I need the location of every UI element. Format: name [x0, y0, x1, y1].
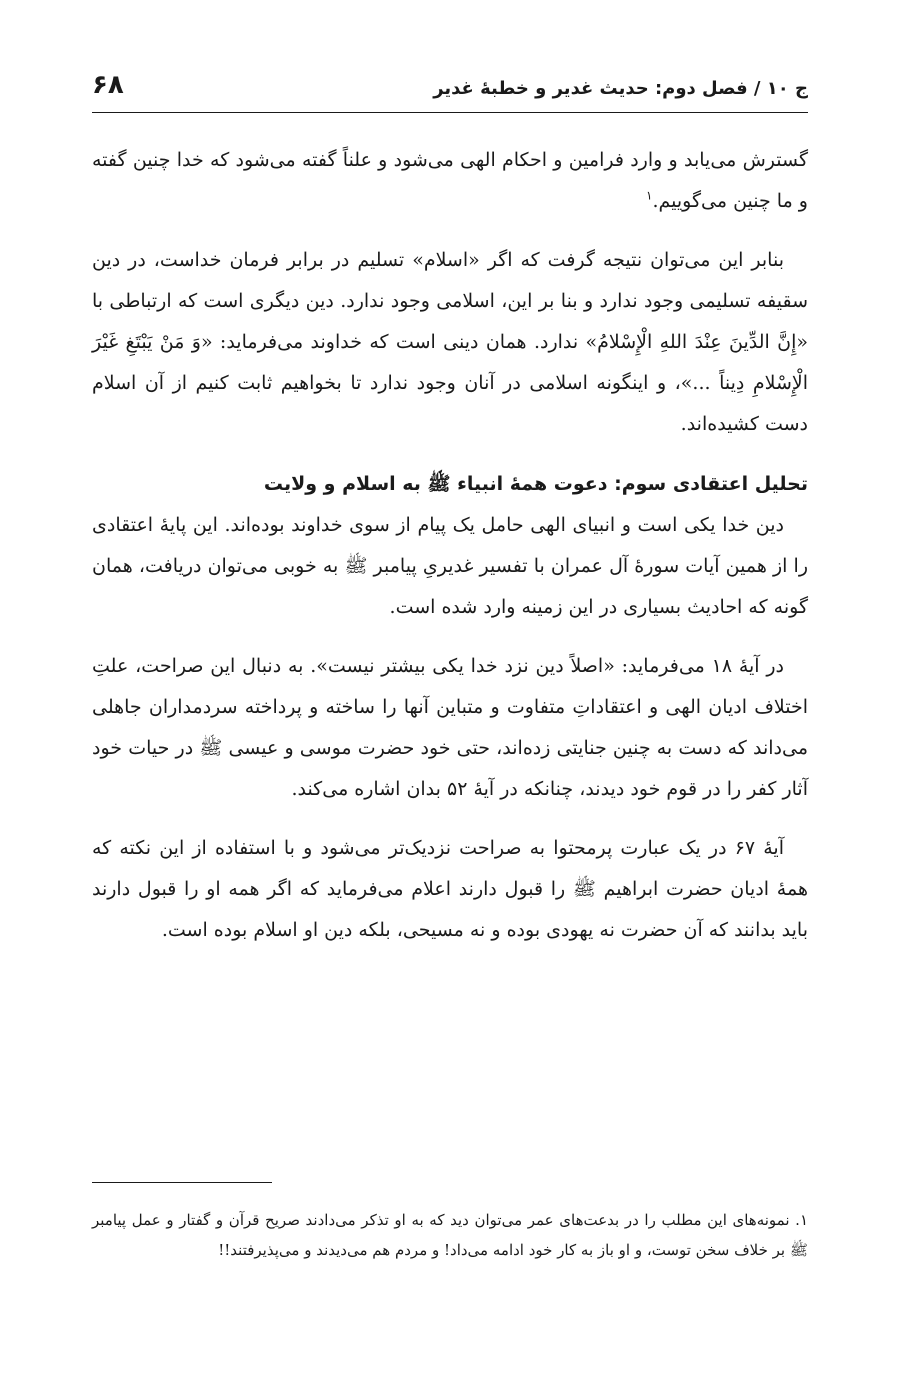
paragraph-1-text: گسترش می‌یابد و وارد فرامین و احکام الهی می‌شود و علناً گفته می‌شود که خدا چنین گفته و ما چنین می‌گوییم. — [92, 149, 808, 212]
paragraph-1 — [92, 140, 808, 222]
running-title: ج ۱۰ / فصل دوم: حدیث غدیر و خطبهٔ غدیر — [433, 78, 808, 99]
main-text — [92, 140, 808, 969]
page-number: ۶۸ — [92, 70, 124, 100]
paragraph-5: آیهٔ ۶۷ در یک عبارت پرمحتوا به صراحت نزدیک‌تر می‌شود و با استفاده از این نکته که همهٔ ادیان حضرت ابراهیم ﷺ را قبول دارند اعلام می‌فرماید که اگر همه او را قبول دارند باید بدانند که آن حضرت نه یهودی بوده و نه مسیحی، بلکه دین او اسلام بوده است. — [92, 837, 808, 941]
paragraph-2: بنابر این می‌توان نتیجه گرفت که اگر «اسلام» تسلیم در برابر فرمان خداست، در دین سقیفه تسلیمی وجود ندارد و بنا بر این، اسلامی وجود ندارد. دین دیگری است که ارتباطی با «إِنَّ الدِّينَ عِنْدَ اللهِ الْإِسْلامُ» ندارد. همان دینی است که خداوند می‌فرماید: «وَ مَنْ يَبْتَغِ غَيْرَ الْإِسْلامِ دِيناً ...»، و اینگونه اسلامی در آنان وجود ندارد تا بخواهیم ثابت کنیم از آن اسلام دست کشیده‌اند. — [92, 249, 808, 435]
book-page — [92, 0, 808, 1390]
footnote: ۱. نمونه‌های این مطلب را در بدعت‌های عمر می‌توان دید که به او تذکر می‌دادند صریح قرآن و گفتار و عمل پیامبر ﷺ بر خلاف سخن توست، و او باز به کار خود ادامه می‌داد! و مردم هم می‌دیدند و می‌پذیرفتند!! — [92, 1211, 808, 1259]
footnote-reference[interactable]: ۱ — [646, 188, 653, 203]
paragraph-4: در آیهٔ ۱۸ می‌فرماید: «اصلاً دین نزد خدا یکی بیشتر نیست». به دنبال این صراحت، علتِ اختلاف ادیان الهی و اعتقاداتِ متفاوت و متباین آنها را ساخته و پرداخته سردمداران جاهلی می‌داند که دست به چنین جنایتی زده‌اند، حتی خود حضرت موسی و عیسی ﷺ در حیات خود آثار کفر را در قوم خود دیدند، چنانکه در آیهٔ ۵۲ بدان اشاره می‌کند. — [92, 655, 808, 800]
page-header — [92, 68, 808, 113]
paragraph-3: دین خدا یکی است و انبیای الهی حامل یک پیام از سوی خداوند بوده‌اند. این پایهٔ اعتقادی را از همین آیات سورهٔ آل عمران با تفسیر غدیریِ پیامبر ﷺ به خوبی می‌توان دریافت، همان گونه که احادیث بسیاری در این زمینه وارد شده است. — [92, 514, 808, 618]
section-heading: تحلیل اعتقادی سوم: دعوت همهٔ انبیاء ﷺ به اسلام و ولایت — [263, 473, 808, 495]
footnote-divider — [92, 1182, 272, 1183]
